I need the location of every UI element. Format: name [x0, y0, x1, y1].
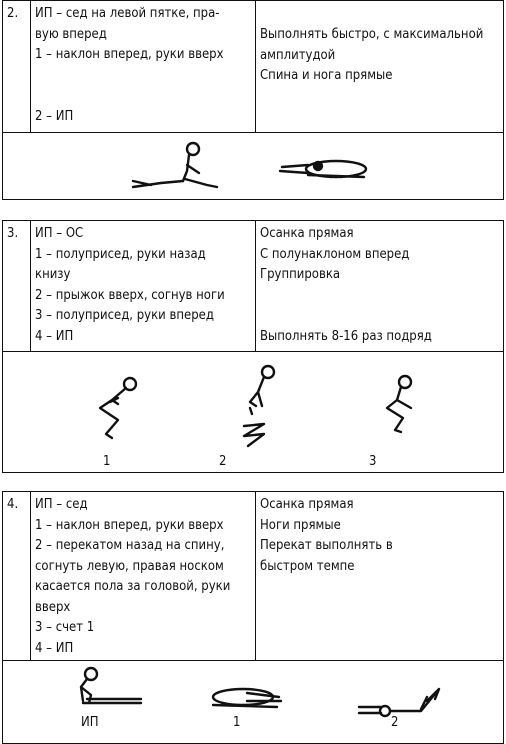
exercise-notes [256, 492, 503, 660]
note-line: Осанка прямая [260, 497, 354, 512]
desc-line: 2 – ИП [35, 108, 74, 124]
desc-line: 4 – ИП [35, 640, 74, 656]
exercise-text-row [3, 221, 503, 352]
desc-line: 2 – перекатом назад на спину, [35, 538, 225, 553]
desc-line: вую вперед [35, 26, 107, 42]
exercise-text-row [3, 1, 503, 133]
figure-label: 2 [391, 715, 399, 730]
note-line: быстром темпе [260, 558, 355, 574]
exercise-illustration [3, 352, 503, 472]
desc-line: касается пола за головой, руки [35, 579, 231, 594]
desc-line: 2 – прыжок вверх, согнув ноги [35, 287, 225, 303]
exercise-block-3 [2, 220, 504, 473]
figure-rollback-2 [355, 681, 455, 725]
figure-bend-1 [207, 685, 287, 719]
desc-line: книзу [35, 267, 71, 282]
exercise-notes [256, 221, 503, 351]
figure-label: 3 [369, 454, 377, 469]
figure-label: 2 [219, 454, 227, 469]
note-line: С полунаклоном вперед [260, 246, 410, 262]
desc-line: ИП – сед на левой пятке, пра- [35, 6, 220, 21]
figure-seated-heel [131, 141, 241, 201]
exercise-text-row [3, 492, 503, 661]
figure-half-squat-3 [383, 374, 433, 444]
note-line: амплитудой [260, 47, 336, 63]
desc-line: 1 – полуприсед, руки назад [35, 246, 206, 262]
figure-half-squat-1 [96, 374, 146, 444]
figure-label: ИП [81, 715, 99, 730]
exercise-number: 2. [3, 1, 31, 132]
exercise-illustration [3, 133, 503, 199]
desc-line: 3 – счет 1 [35, 620, 95, 635]
exercise-number: 3. [3, 221, 31, 351]
desc-spacer [35, 66, 251, 107]
note-line: Выполнять быстро, с максимальной [260, 27, 484, 42]
exercise-illustration [3, 661, 503, 743]
note-line: Перекат выполнять в [260, 538, 393, 553]
figure-forward-bend [278, 157, 378, 197]
note-line: Спина и нога прямые [260, 68, 393, 83]
desc-line: вверх [35, 599, 71, 615]
exercise-number: 4. [3, 492, 31, 660]
note-line: Группировка [260, 267, 341, 282]
figure-label: 1 [233, 715, 241, 730]
note-line: Выполнять 8-16 раз подряд [260, 328, 432, 344]
exercise-description [31, 221, 256, 351]
exercise-notes [256, 1, 503, 132]
desc-line: ИП – сед [35, 497, 88, 512]
desc-line: согнуть левую, правая носком [35, 558, 224, 574]
notes-spacer [260, 286, 499, 327]
exercise-block-4 [2, 491, 504, 744]
desc-line: 1 – наклон вперед, руки вверх [35, 47, 224, 62]
exercise-description [31, 1, 256, 132]
figure-seated-start [69, 665, 149, 715]
figure-jump-2 [238, 362, 278, 452]
figure-label: 1 [103, 454, 111, 469]
desc-line: 1 – наклон вперед, руки вверх [35, 517, 224, 533]
desc-line: ИП – ОС [35, 226, 84, 241]
desc-line: 4 – ИП [35, 328, 74, 344]
note-line: Ноги прямые [260, 517, 341, 533]
note-line: Осанка прямая [260, 226, 354, 241]
exercise-description [31, 492, 256, 660]
desc-line: 3 – полуприсед, руки вперед [35, 308, 214, 323]
exercise-block-2 [2, 0, 504, 200]
